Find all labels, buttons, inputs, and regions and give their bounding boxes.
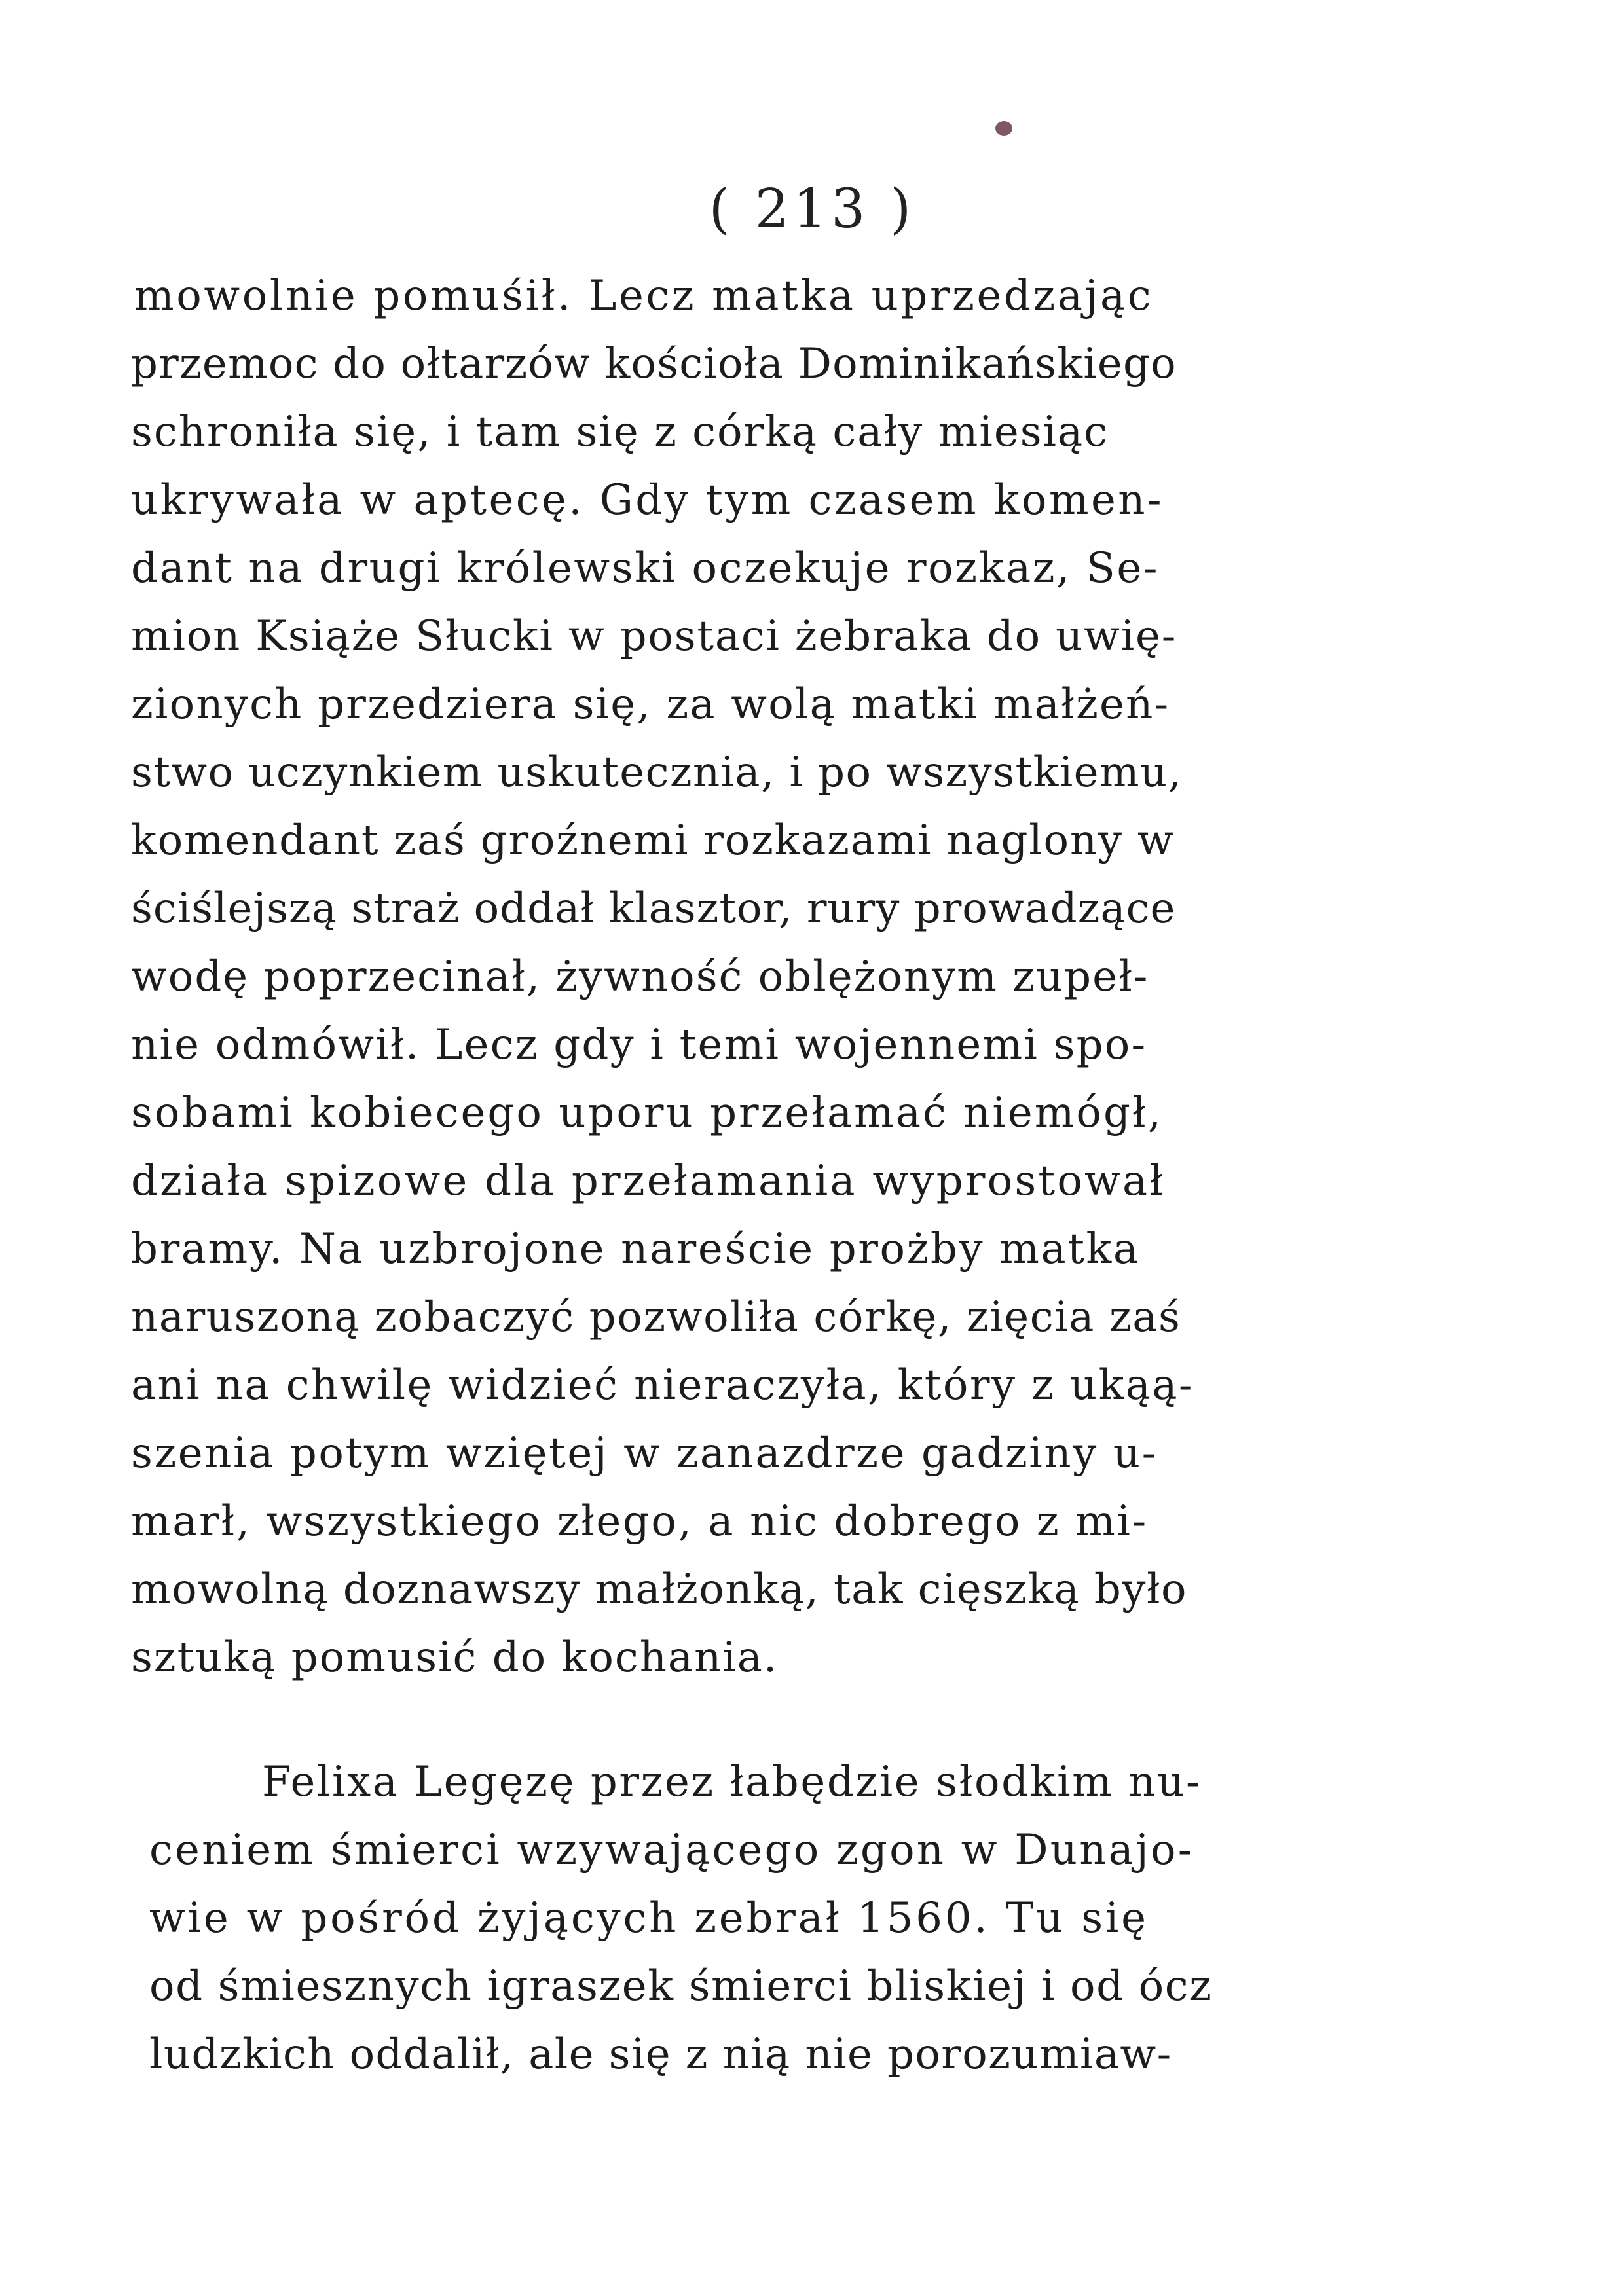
text-line: mowolną doznawszy małżonką, tak cięszką było: [131, 1565, 1187, 1614]
text-line: wodę poprzecinał, żywność oblężonym zupeł-: [131, 953, 1149, 1001]
text-line: ceniem śmierci wzywającego zgon w Dunajo-: [149, 1826, 1194, 1874]
text-line: marł, wszystkiego złego, a nic dobrego z mi-: [131, 1497, 1148, 1546]
text-line: od śmiesznych igraszek śmierci bliskiej i od ócz: [149, 1962, 1213, 2011]
text-line: mowolnie pomuśił. Lecz matka uprzedzając: [134, 272, 1154, 320]
text-line: szenia potym wziętej w zanazdrze gadziny u-: [131, 1429, 1158, 1478]
text-line: ani na chwilę widzieć nieraczyła, który z ukąą-: [131, 1361, 1194, 1410]
text-line: bramy. Na uzbrojone nareście prożby matka: [131, 1225, 1140, 1273]
text-line: Felixa Legęzę przez łabędzie słodkim nu-: [262, 1758, 1202, 1806]
page-number: ( 213 ): [709, 178, 915, 240]
text-line: zionych przedziera się, za wolą matki małżeń-: [131, 680, 1170, 729]
text-line: sobami kobiecego uporu przełamać niemógł,: [131, 1089, 1163, 1137]
text-line: naruszoną zobaczyć pozwoliła córkę, zięcia zaś: [131, 1293, 1181, 1341]
text-line: schroniła się, i tam się z córką cały miesiąc: [131, 408, 1109, 456]
text-line: działa spizowe dla przełamania wyprostował: [131, 1157, 1166, 1205]
text-line: przemoc do ołtarzów kościoła Dominikańskiego: [131, 340, 1177, 388]
text-line: komendant zaś groźnemi rozkazami naglony w: [131, 816, 1175, 865]
text-line: dant na drugi królewski oczekuje rozkaz, Se-: [131, 544, 1160, 592]
text-line: ludzkich oddalił, ale się z nią nie porozumiaw-: [149, 2030, 1172, 2079]
text-line: ukrywała w aptecę. Gdy tym czasem komen-: [131, 476, 1164, 524]
text-line: wie w pośród żyjących zebrał 1560. Tu się: [149, 1894, 1149, 1942]
text-line: mion Książe Słucki w postaci żebraka do uwię-: [131, 612, 1177, 661]
text-line: nie odmówił. Lecz gdy i temi wojennemi spo-: [131, 1021, 1147, 1069]
text-line: sztuką pomusić do kochania.: [131, 1633, 779, 1682]
text-line: stwo uczynkiem uskutecznia, i po wszystkiemu,: [131, 748, 1183, 797]
ink-spot: [995, 121, 1012, 136]
text-line: ściślejszą straż oddał klasztor, rury prowadzące: [131, 884, 1176, 933]
